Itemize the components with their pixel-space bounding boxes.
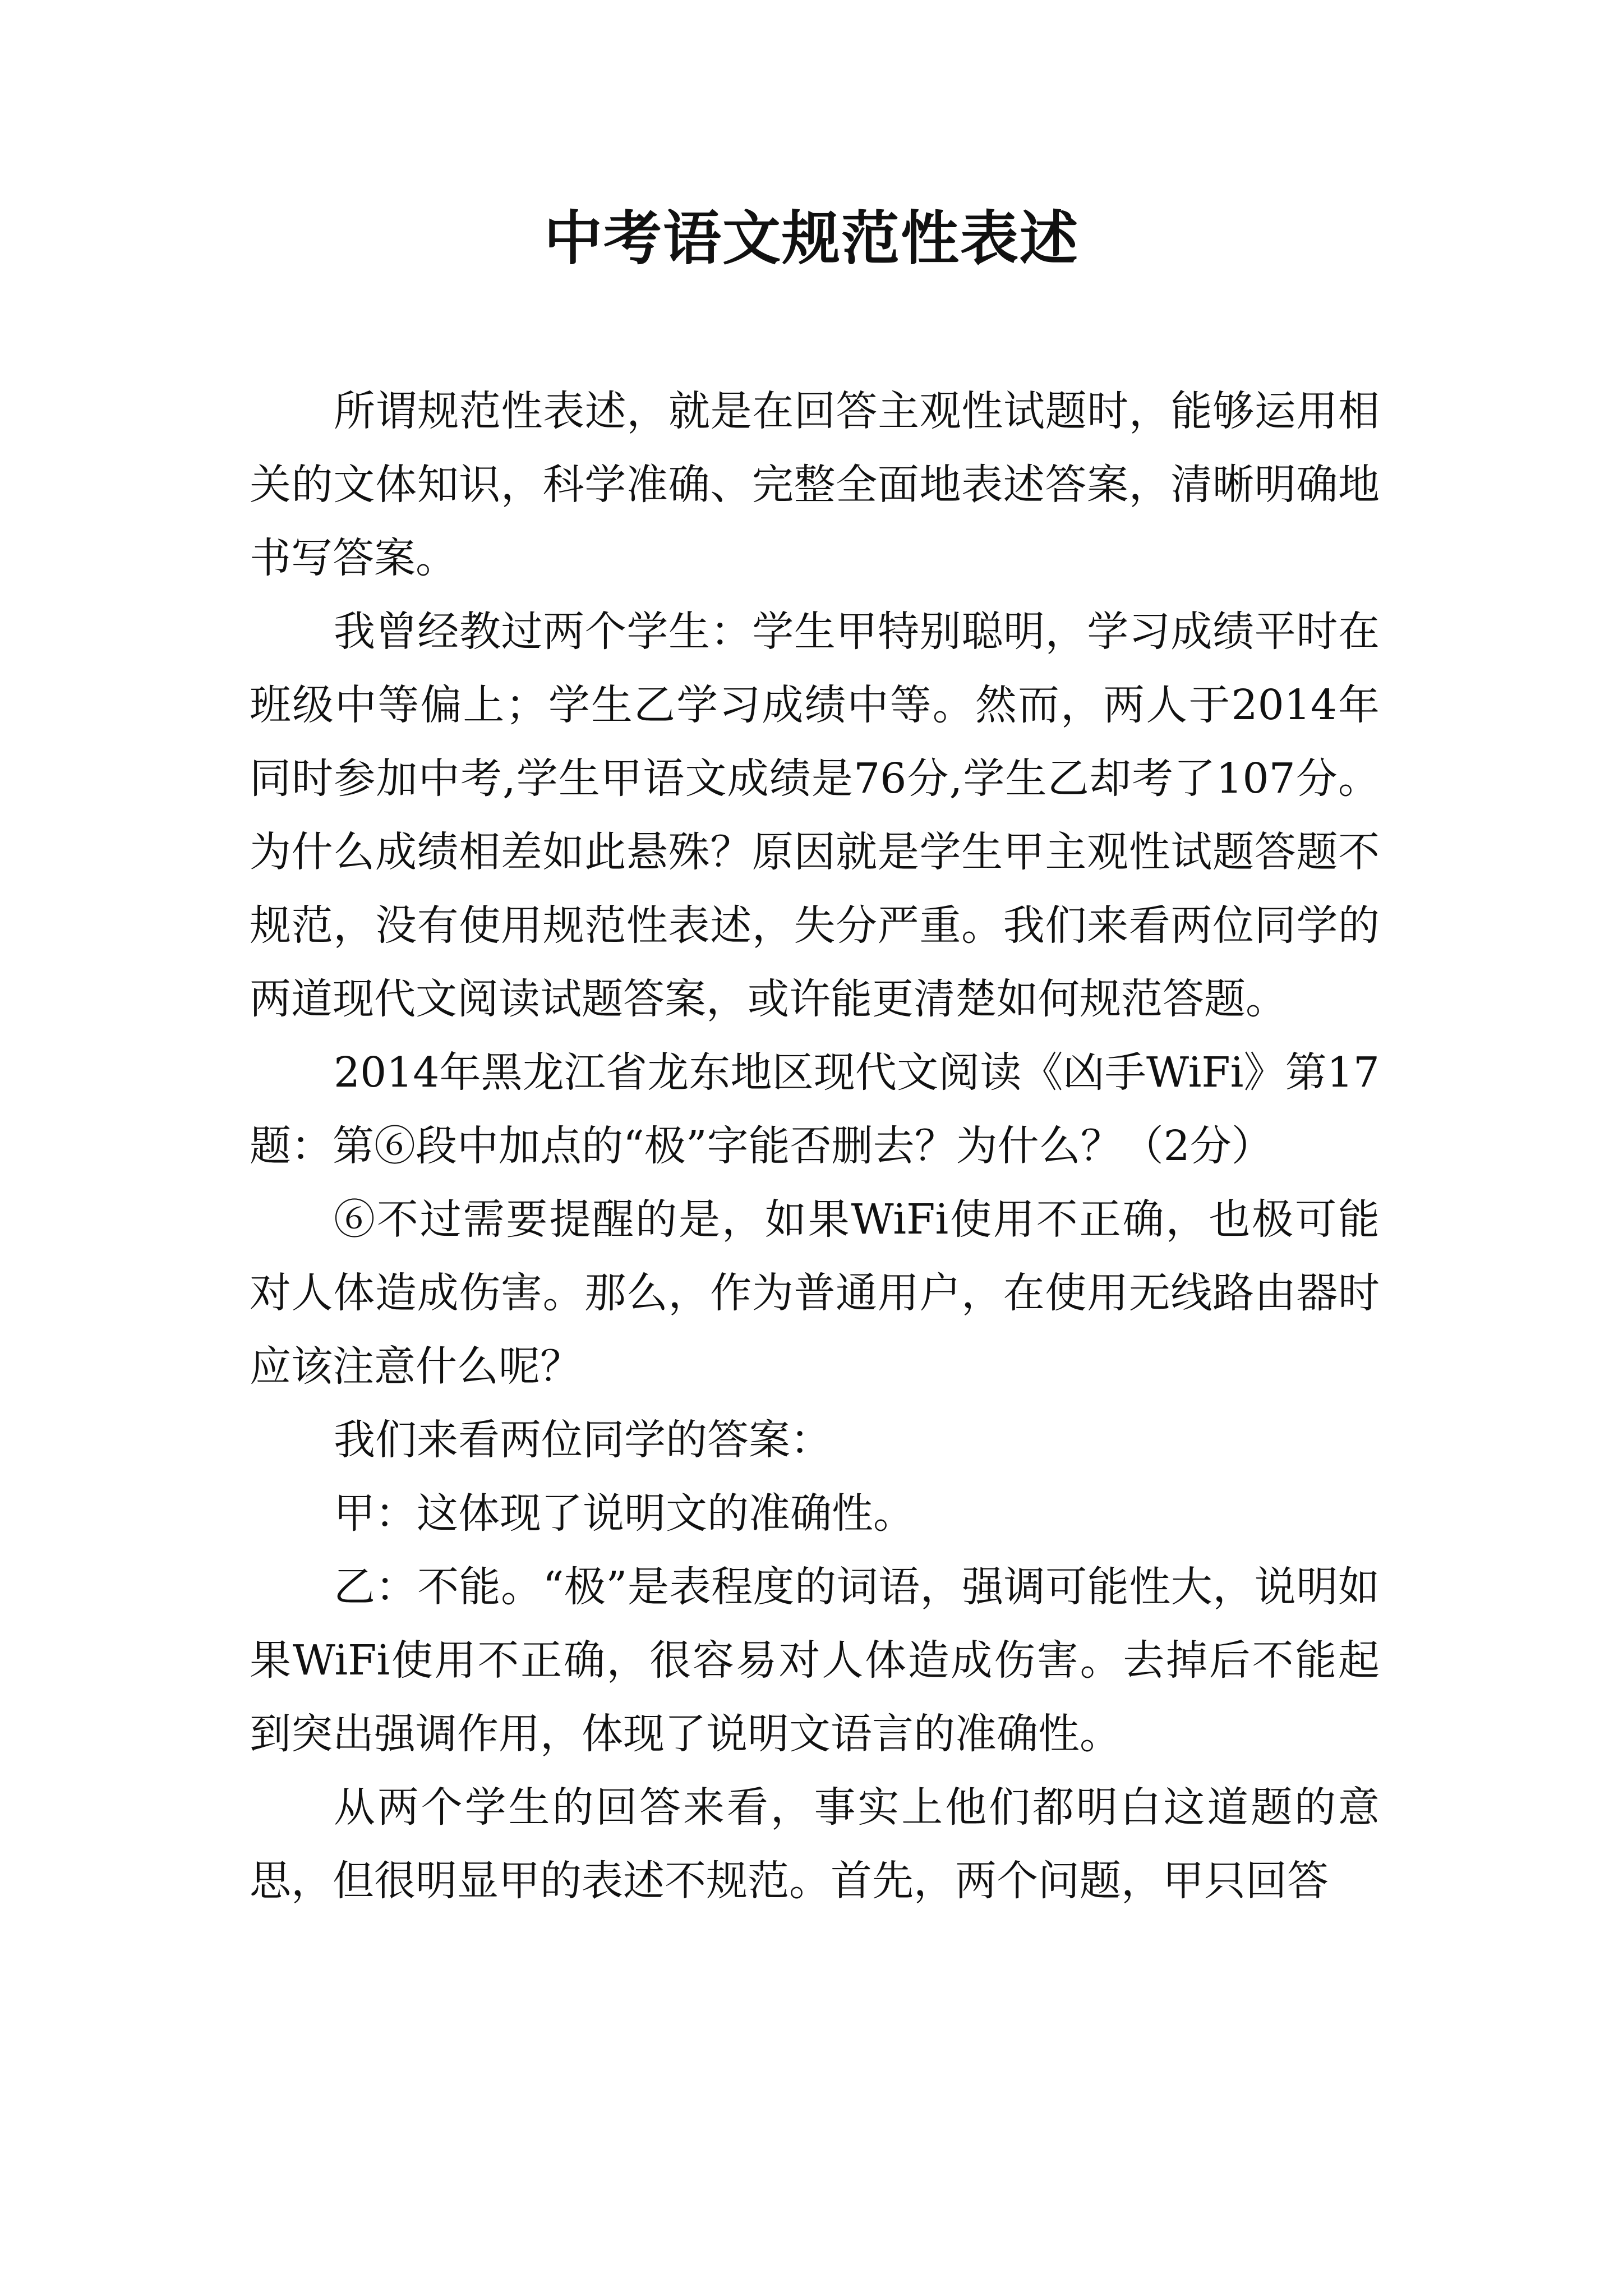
paragraph-answer-jia: 甲：这体现了说明文的准确性。 bbox=[334, 1489, 915, 1538]
paragraph-quoted-passage: ⑥不过需要提醒的是，如果WiFi使用不正确，也极可能对人体造成伤害。那么，作为普通用户，在使用无线路由器时应该注意什么呢？ bbox=[250, 1195, 1380, 1391]
paragraph-answers-intro: 我们来看两位同学的答案： bbox=[334, 1416, 832, 1464]
paragraph-definition: 所谓规范性表述，就是在回答主观性试题时，能够运用相关的文体知识，科学准确、完整全面地表述答案，清晰明确地书写答案。 bbox=[250, 387, 1380, 582]
paragraph-exam-question: 2014年黑龙江省龙东地区现代文阅读《凶手WiFi》第17题：第⑥段中加点的“极”字能否删去？为什么？（2分） bbox=[250, 1048, 1380, 1170]
document-body bbox=[250, 375, 1380, 1918]
paragraph-students-story: 我曾经教过两个学生：学生甲特别聪明，学习成绩平时在班级中等偏上；学生乙学习成绩中等。然而，两人于2014年同时参加中考,学生甲语文成绩是76分,学生乙却考了107分。为什么成绩相差如此悬殊？原因就是学生甲主观性试题答题不规范，没有使用规范性表述，失分严重。我们来看两位同学的两道现代文阅读试题答案，或许能更清楚如何规范答题。 bbox=[250, 608, 1380, 1023]
paragraph-answer-yi: 乙：不能。“极”是表程度的词语，强调可能性大，说明如果WiFi使用不正确，很容易对人体造成伤害。去掉后不能起到突出强调作用，体现了说明文语言的准确性。 bbox=[250, 1563, 1380, 1758]
document-title: 中考语文规范性表述 bbox=[543, 204, 1079, 273]
paragraph-analysis: 从两个学生的回答来看，事实上他们都明白这道题的意思，但很明显甲的表述不规范。首先，两个问题，甲只回答 bbox=[250, 1783, 1380, 1905]
